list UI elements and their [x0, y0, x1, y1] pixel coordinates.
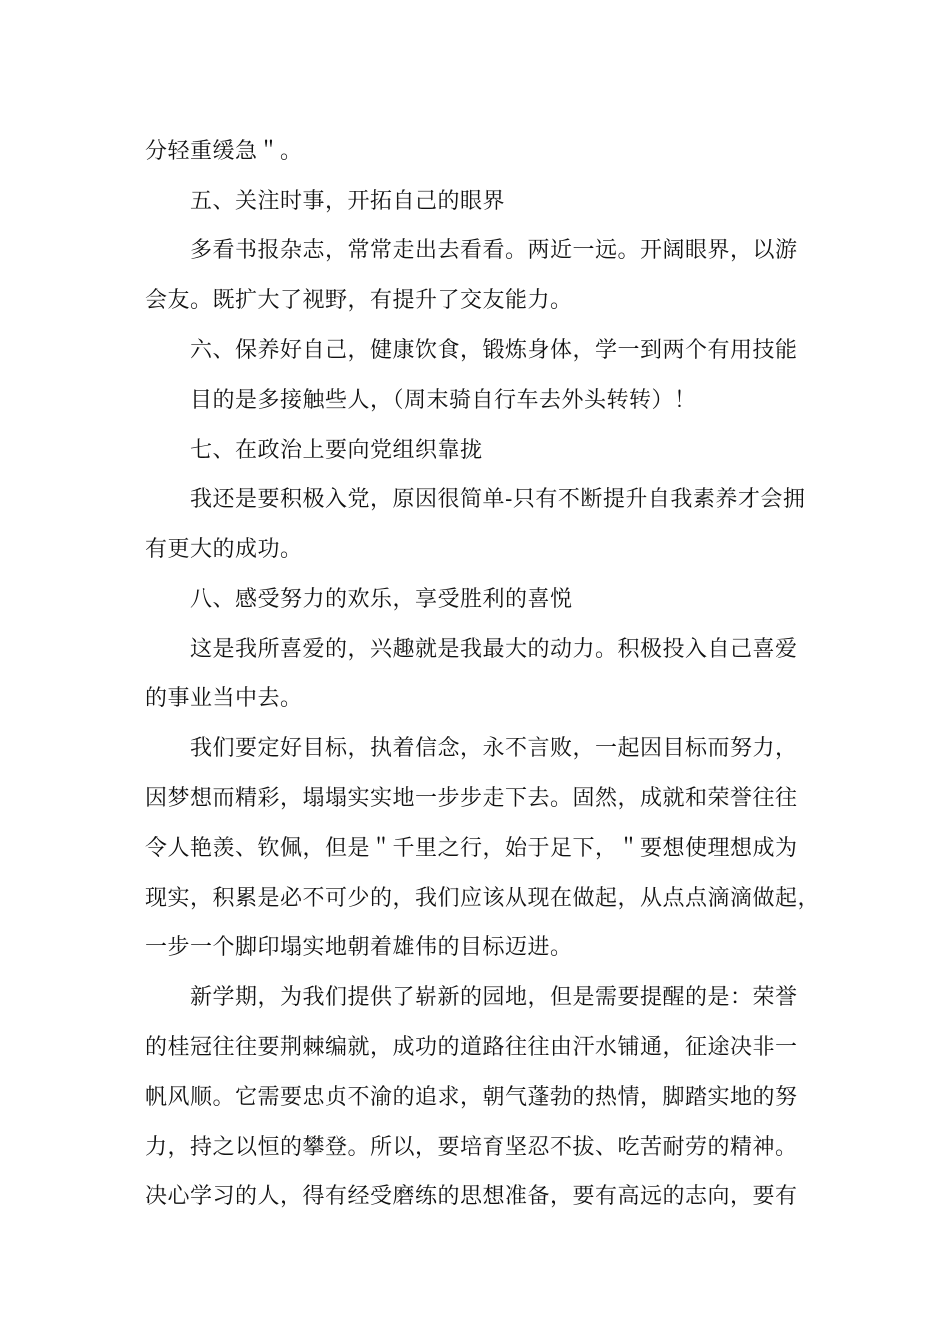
- text-line: 我们要定好目标，执着信念，永不言败，一起因目标而努力，: [190, 736, 798, 761]
- text-line: 令人艳羡、钦佩，但是＂千里之行，始于足下，＂要想使理想成为: [145, 836, 798, 861]
- text-line: 的桂冠往往要荆棘编就，成功的道路往往由汗水铺通，征途决非一: [145, 1035, 798, 1060]
- text-line: 新学期，为我们提供了崭新的园地，但是需要提醒的是：荣誉: [190, 985, 798, 1010]
- text-line: 目的是多接触些人，（周末骑自行车去外头转转）！: [190, 388, 697, 413]
- text-line: 我还是要积极入党，原因很简单-只有不断提升自我素养才会拥: [190, 487, 806, 512]
- text-line: 决心学习的人，得有经受磨练的思想准备，要有高远的志向，要有: [145, 1184, 798, 1209]
- text-line: 一步一个脚印塌实地朝着雄伟的目标迈进。: [145, 935, 573, 960]
- text-line: 的事业当中去。: [145, 686, 303, 711]
- text-line: 多看书报杂志，常常走出去看看。两近一远。开阔眼界，以游: [190, 238, 798, 263]
- text-line: 会友。既扩大了视野，有提升了交友能力。: [145, 288, 573, 313]
- text-line: 力，持之以恒的攀登。所以，要培育坚忍不拔、吃苦耐劳的精神。: [145, 1135, 798, 1160]
- text-line: 有更大的成功。: [145, 537, 303, 562]
- section-heading: 五、关注时事，开拓自己的眼界: [190, 189, 506, 214]
- text-line: 分轻重缓急＂。: [145, 139, 303, 164]
- section-heading: 七、在政治上要向党组织靠拢: [190, 438, 483, 463]
- text-line: 因梦想而精彩，塌塌实实地一步步走下去。固然，成就和荣誉往往: [145, 786, 798, 811]
- text-line: 帆风顺。它需要忠贞不渝的追求，朝气蓬勃的热情，脚踏实地的努: [145, 1085, 798, 1110]
- text-line: 这是我所喜爱的，兴趣就是我最大的动力。积极投入自己喜爱: [190, 637, 798, 662]
- section-heading: 八、感受努力的欢乐，享受胜利的喜悦: [190, 587, 573, 612]
- text-line: 现实，积累是必不可少的，我们应该从现在做起，从点点滴滴做起，: [145, 886, 821, 911]
- section-heading: 六、保养好自己，健康饮食，锻炼身体，学一到两个有用技能: [190, 338, 798, 363]
